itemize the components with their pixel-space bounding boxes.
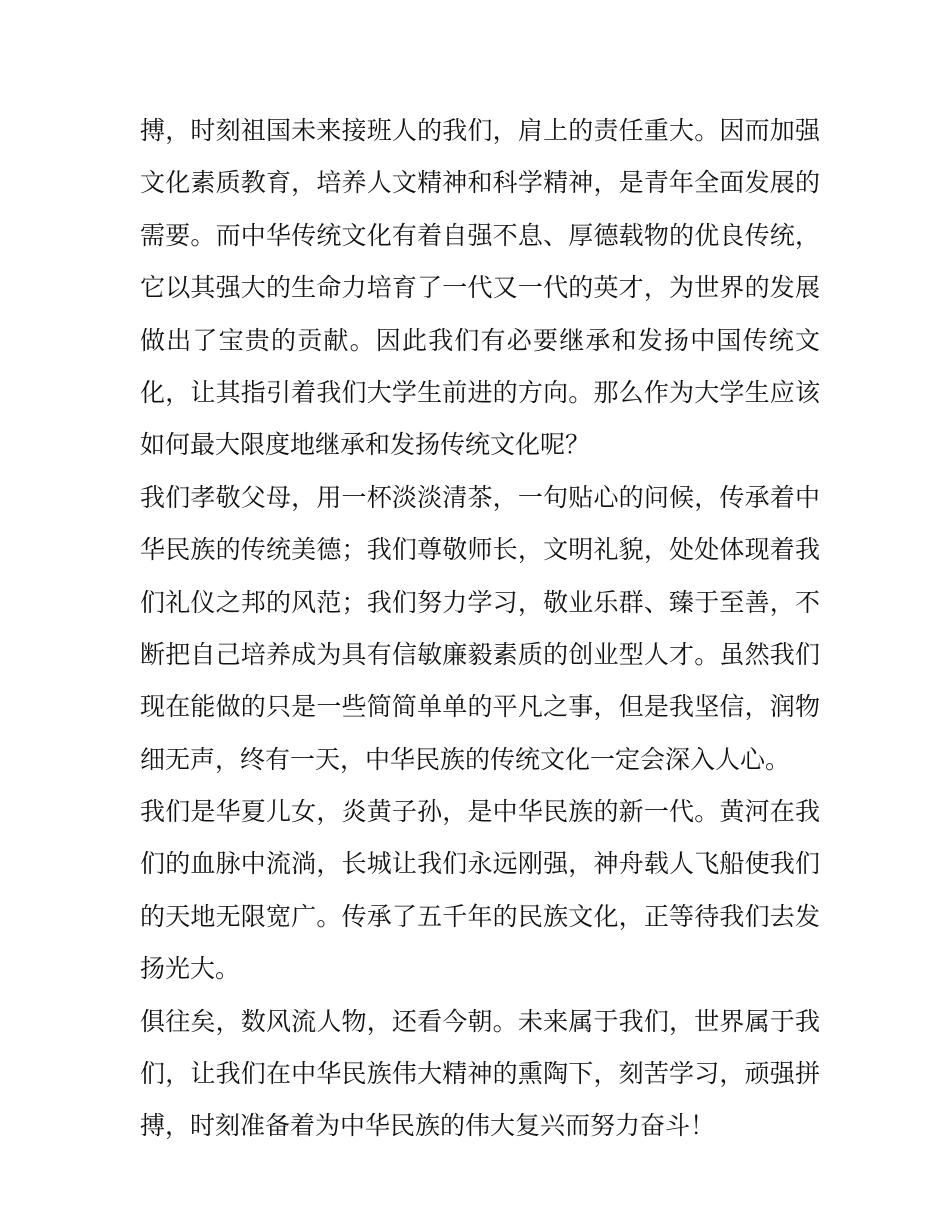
text-line: 它以其强大的生命力培育了一代又一代的英才，为世界的发展 — [140, 273, 820, 303]
text-line: 俱往矣，数风流人物，还看今朝。未来属于我们，世界属于我 — [140, 1006, 820, 1036]
text-line: 们礼仪之邦的风范；我们努力学习，敬业乐群、臻于至善，不 — [140, 587, 820, 617]
text-line: 如何最大限度地继承和发扬传统文化呢？ — [140, 430, 591, 460]
text-line: 需要。而中华传统文化有着自强不息、厚德载物的优良传统， — [140, 220, 820, 250]
text-line: 细无声，终有一天，中华民族的传统文化一定会深入人心。 — [140, 744, 791, 774]
text-line: 们的血脉中流淌，长城让我们永远刚强，神舟载人飞船使我们 — [140, 849, 820, 879]
text-line: 们，让我们在中华民族伟大精神的熏陶下，刻苦学习，顽强拼 — [140, 1059, 820, 1089]
text-line: 我们孝敬父母，用一杯淡淡清茶，一句贴心的问候，传承着中 — [140, 482, 820, 512]
body-text — [140, 105, 820, 1153]
text-line: 现在能做的只是一些简简单单的平凡之事，但是我坚信，润物 — [140, 692, 820, 722]
text-line: 化，让其指引着我们大学生前进的方向。那么作为大学生应该 — [140, 377, 820, 407]
text-line: 断把自己培养成为具有信敏廉毅素质的创业型人才。虽然我们 — [140, 639, 820, 669]
text-line: 搏，时刻祖国未来接班人的我们，肩上的责任重大。因而加强 — [140, 116, 820, 145]
text-line: 扬光大。 — [140, 954, 241, 984]
text-line: 搏，时刻准备着为中华民族的伟大复兴而努力奋斗！ — [140, 1111, 716, 1141]
text-line: 我们是华夏儿女，炎黄子孙，是中华民族的新一代。黄河在我 — [140, 797, 820, 827]
text-line: 华民族的传统美德；我们尊敬师长，文明礼貌，处处体现着我 — [140, 535, 820, 565]
text-line: 做出了宝贵的贡献。因此我们有必要继承和发扬中国传统文 — [140, 325, 820, 355]
text-line: 文化素质教育，培养人文精神和科学精神，是青年全面发展的 — [140, 168, 820, 198]
text-line: 的天地无限宽广。传承了五千年的民族文化，正等待我们去发 — [140, 901, 820, 931]
